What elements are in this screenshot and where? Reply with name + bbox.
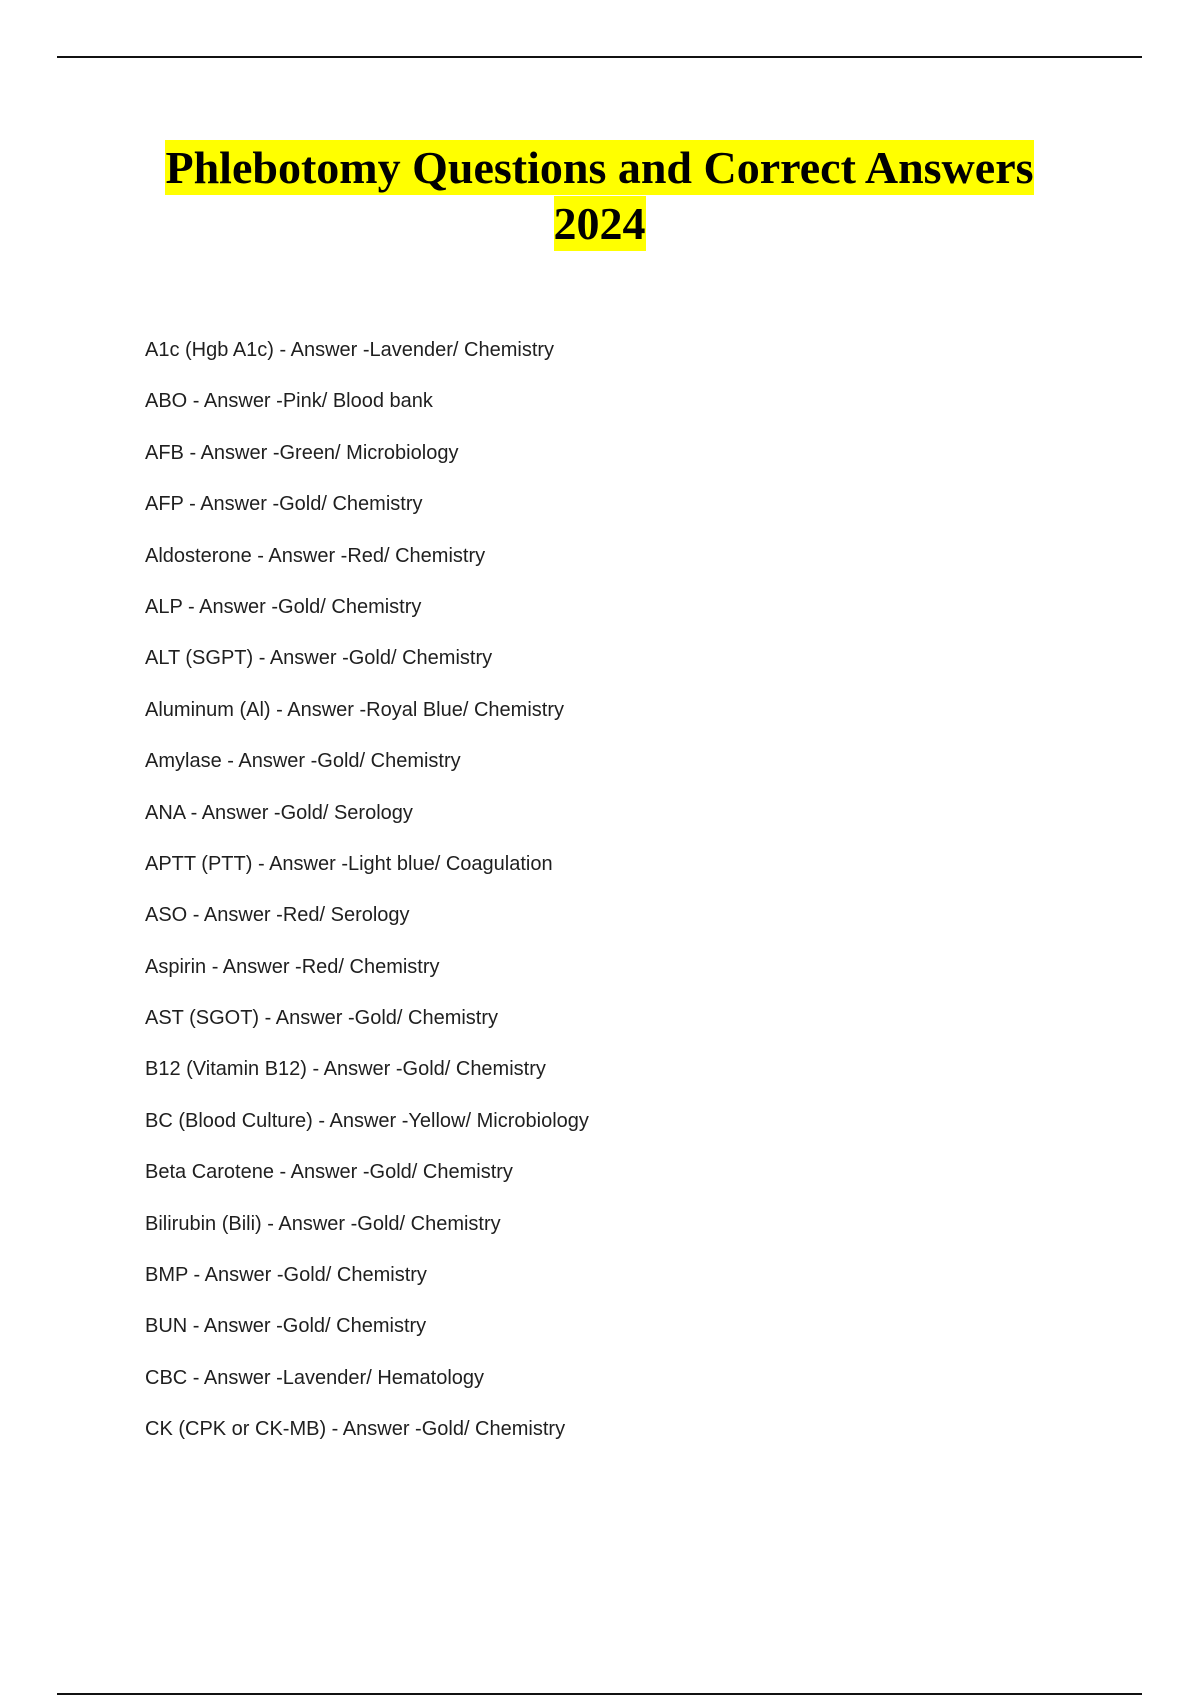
footer-rule xyxy=(57,1693,1142,1695)
list-item: CK (CPK or CK-MB) - Answer -Gold/ Chemistry xyxy=(145,1418,566,1441)
list-item: AFP - Answer -Gold/ Chemistry xyxy=(145,493,423,516)
list-item: BMP - Answer -Gold/ Chemistry xyxy=(145,1264,427,1287)
list-item: Aspirin - Answer -Red/ Chemistry xyxy=(145,955,440,978)
list-item: ANA - Answer -Gold/ Serology xyxy=(145,801,413,824)
document-title xyxy=(57,140,1142,252)
list-item: A1c (Hgb A1c) - Answer -Lavender/ Chemistry xyxy=(145,339,555,361)
list-item: APTT (PTT) - Answer -Light blue/ Coagulation xyxy=(145,852,553,875)
list-item: AST (SGOT) - Answer -Gold/ Chemistry xyxy=(145,1007,499,1030)
list-item: Aldosterone - Answer -Red/ Chemistry xyxy=(145,544,486,567)
title-line-1: Phlebotomy Questions and Correct Answers xyxy=(165,142,1034,193)
list-item: Bilirubin (Bili) - Answer -Gold/ Chemistry xyxy=(145,1212,501,1235)
list-item: Amylase - Answer -Gold/ Chemistry xyxy=(145,750,461,773)
list-item: ALP - Answer -Gold/ Chemistry xyxy=(145,595,422,618)
list-item: Beta Carotene - Answer -Gold/ Chemistry xyxy=(145,1161,513,1184)
list-item: B12 (Vitamin B12) - Answer -Gold/ Chemistry xyxy=(145,1058,546,1081)
list-item: ABO - Answer -Pink/ Blood bank xyxy=(145,390,433,413)
list-item: ASO - Answer -Red/ Serology xyxy=(145,904,410,927)
list-item: AFB - Answer -Green/ Microbiology xyxy=(145,441,459,464)
list-item: CBC - Answer -Lavender/ Hematology xyxy=(145,1366,485,1389)
list-item: ALT (SGPT) - Answer -Gold/ Chemistry xyxy=(145,647,493,670)
title-line-2: 2024 xyxy=(553,198,646,249)
list-item: Aluminum (Al) - Answer -Royal Blue/ Chemistry xyxy=(145,698,564,721)
answer-list xyxy=(145,335,589,1466)
header-rule xyxy=(57,56,1142,58)
list-item: BC (Blood Culture) - Answer -Yellow/ Microbiology xyxy=(145,1109,589,1132)
list-item: BUN - Answer -Gold/ Chemistry xyxy=(145,1315,427,1338)
